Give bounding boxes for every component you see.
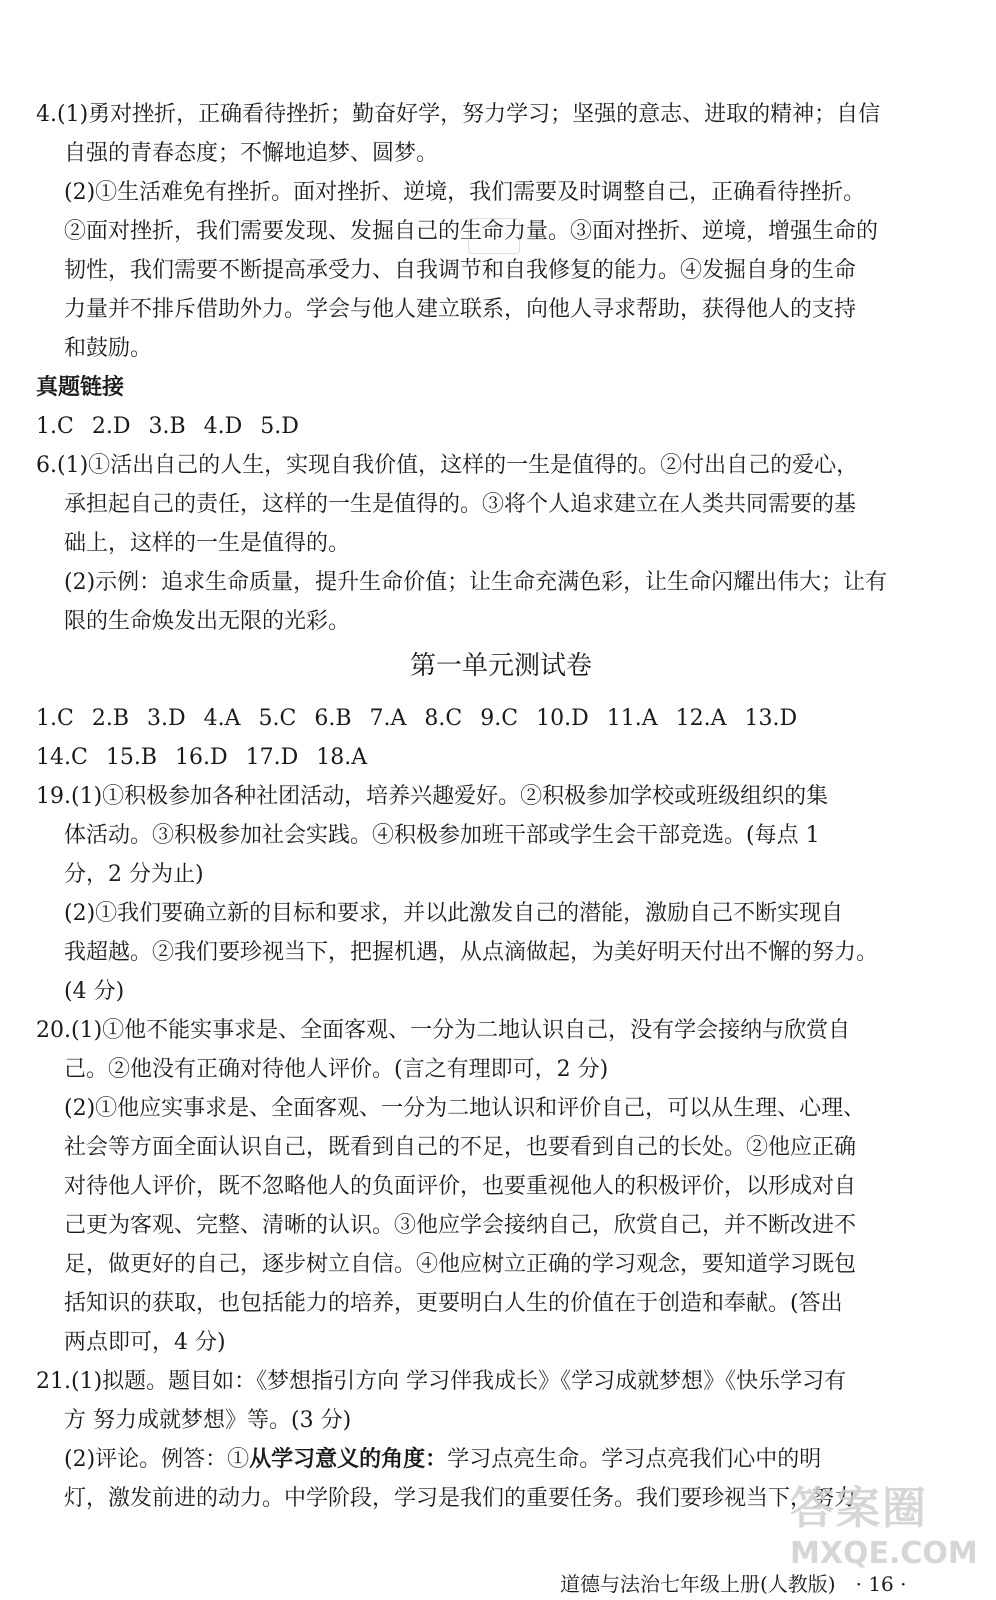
q6-text: 承担起自己的责任，这样的一生是值得的。③将个人追求建立在人类共同需要的基 — [64, 492, 857, 517]
mc-answer: 11.A — [606, 706, 658, 731]
q19-text: 我超越。②我们要珍视当下，把握机遇，从点滴做起，为美好明天付出不懈的努力。 — [64, 940, 879, 965]
q6-text: 础上，这样的一生是值得的。 — [64, 531, 351, 556]
watermark-logo: 答案圈 — [790, 1483, 928, 1534]
unit-mc-answers-row1 — [36, 699, 966, 738]
q4-text: 力量并不排斥借助外力。学会与他人建立联系，向他人寻求帮助，获得他人的支持 — [64, 297, 857, 322]
mc-answer: 16.D — [174, 745, 228, 770]
q21-text: 灯，激发前进的动力。中学阶段，学习是我们的重要任务。我们要珍视当下，努力 — [64, 1486, 857, 1511]
mc-answer: 3.D — [147, 706, 186, 731]
q6-text: 限的生命焕发出无限的光彩。 — [64, 609, 351, 634]
zhenti-mc-answers — [36, 407, 966, 446]
q6-text: (2)示例：追求生命质量，提升生命价值；让生命充满色彩，让生命闪耀出伟大；让有 — [64, 570, 888, 595]
q19-text: 体活动。③积极参加社会实践。④积极参加班干部或学生会干部竞选。(每点 1 — [64, 823, 820, 848]
q19-text: 19.(1)①积极参加各种社团活动，培养兴趣爱好。②积极参加学校或班级组织的集 — [36, 784, 829, 809]
page-footer: 道德与法治七年级上册(人教版) · 16 · — [560, 1572, 907, 1596]
answer-page — [36, 95, 966, 1518]
watermark-site: MXQE.COM — [790, 1536, 978, 1571]
mc-answer: 17.D — [245, 745, 299, 770]
mc-answer: 15.B — [105, 745, 157, 770]
q20-text: (2)①他应实事求是、全面客观、一分为二地认识和评价自己，可以从生理、心理、 — [64, 1096, 866, 1121]
q21-prefix: (2)评论。例答：① — [64, 1447, 250, 1472]
q4-text: 自强的青春态度；不懈地追梦、圆梦。 — [64, 141, 439, 166]
q4-text: ②面对挫折，我们需要发现、发掘自己的生命力量。③面对挫折、逆境，增强生命的 — [64, 219, 879, 244]
mc-answer: 9.C — [480, 706, 519, 731]
mc-answer: 10.D — [536, 706, 589, 731]
q6-text: 6.(1)①活出自己的人生，实现自我价值，这样的一生是值得的。②付出自己的爱心， — [36, 453, 859, 478]
mc-answer: 2.D — [91, 414, 131, 439]
q21-bold-phrase: 从学习意义的角度： — [249, 1447, 448, 1472]
mc-answer: 18.A — [316, 745, 368, 770]
q20-text: 对待他人评价，既不忽略他人的负面评价，也要重视他人的积极评价，以形成对自 — [64, 1174, 857, 1199]
q20-text: 20.(1)①他不能实事求是、全面客观、一分为二地认识自己，没有学会接纳与欣赏自 — [36, 1018, 851, 1043]
mc-answer: 5.C — [258, 706, 297, 731]
q4-text: (2)①生活难免有挫折。面对挫折、逆境，我们需要及时调整自己，正确看待挫折。 — [64, 180, 866, 205]
q20-text: 足，做更好的自己，逐步树立自信。④他应树立正确的学习观念，要知道学习既包 — [64, 1252, 857, 1277]
mc-answer: 1.C — [36, 706, 74, 731]
mc-answer: 13.D — [744, 706, 798, 731]
q20-text: 己更为客观、完整、清晰的认识。③他应学会接纳自己，欣赏自己，并不断改进不 — [64, 1213, 857, 1238]
mc-answer: 12.A — [675, 706, 727, 731]
mc-answer: 8.C — [424, 706, 463, 731]
mc-answer: 14.C — [36, 745, 88, 770]
mc-answer: 4.D — [203, 414, 243, 439]
unit-test-title: 第一单元测试卷 — [409, 651, 592, 681]
q4-text: 和鼓励。 — [64, 336, 153, 361]
q20-text: 两点即可，4 分) — [64, 1330, 226, 1355]
q21-suffix: 学习点亮生命。学习点亮我们心中的明 — [447, 1447, 822, 1472]
mc-answer: 2.B — [91, 706, 129, 731]
q20-text: 己。②他没有正确对待他人评价。(言之有理即可，2 分) — [64, 1057, 609, 1082]
unit-mc-answers-row2 — [36, 738, 966, 777]
mc-answer: 7.A — [369, 706, 407, 731]
q19-text: 分，2 分为止) — [64, 862, 204, 887]
mc-answer: 5.D — [260, 414, 299, 439]
mc-answer: 3.B — [148, 414, 186, 439]
mc-answer: 6.B — [314, 706, 352, 731]
q21-text: 方 努力成就梦想》等。(3 分) — [64, 1408, 352, 1433]
q19-text: (2)①我们要确立新的目标和要求，并以此激发自己的潜能，激励自己不断实现自 — [64, 901, 844, 926]
q4-text: 韧性，我们需要不断提高承受力、自我调节和自我修复的能力。④发掘自身的生命 — [64, 258, 857, 283]
mc-answer: 1.C — [36, 414, 74, 439]
q4-text: 4.(1)勇对挫折，正确看待挫折；勤奋好学，努力学习；坚强的意志、进取的精神；自信 — [36, 102, 881, 127]
q19-text: (4 分) — [64, 979, 125, 1004]
mc-answer: 4.A — [203, 706, 241, 731]
section-title: 真题链接 — [36, 375, 125, 400]
seal-stamp — [468, 218, 520, 254]
q21-text: 21.(1)拟题。题目如：《梦想指引方向 学习伴我成长》《学习成就梦想》《快乐学习有 — [36, 1369, 847, 1394]
q20-text: 社会等方面全面认识自己，既看到自己的不足，也要看到自己的长处。②他应正确 — [64, 1135, 857, 1160]
q20-text: 括知识的获取，也包括能力的培养，更要明白人生的价值在于创造和奉献。(答出 — [64, 1291, 843, 1316]
